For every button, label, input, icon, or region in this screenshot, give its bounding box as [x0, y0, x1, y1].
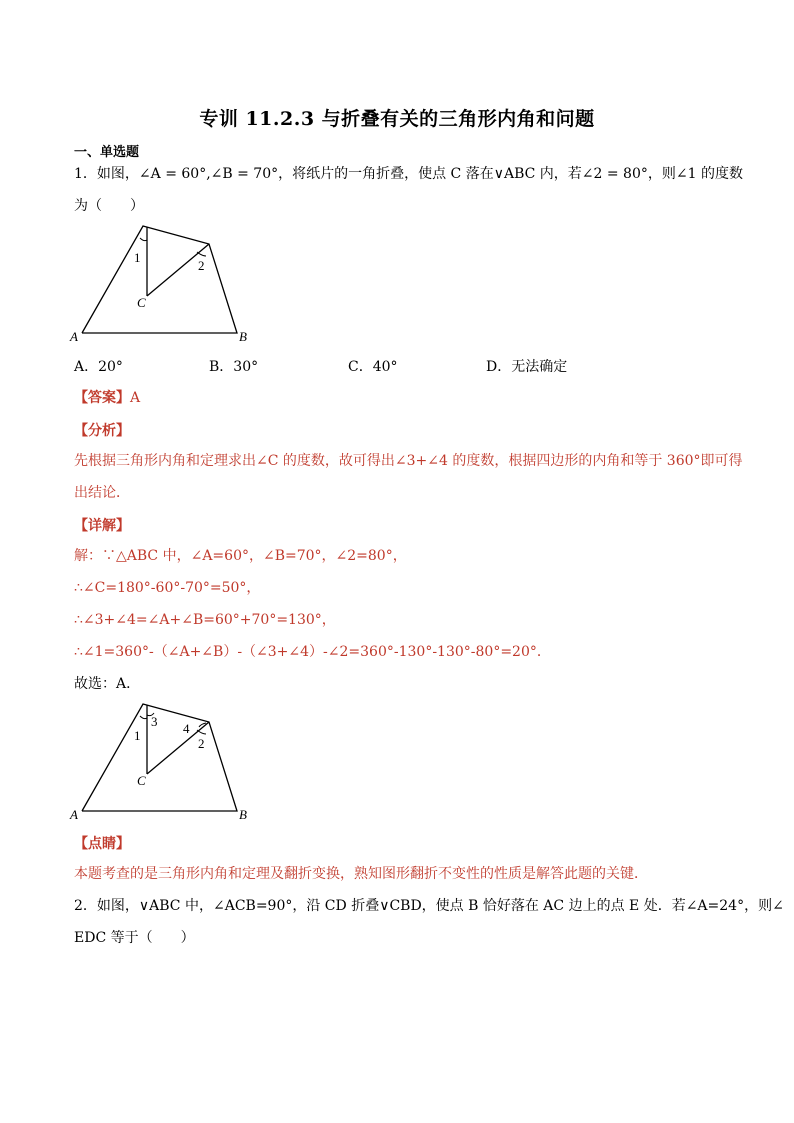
figure-1-label-B: B	[239, 329, 247, 344]
figure-2-label-1: 1	[134, 728, 141, 743]
figure-1-outline	[82, 226, 237, 333]
figure-1-label-A: A	[70, 329, 78, 344]
analysis-line-2: 出结论．	[74, 485, 130, 501]
comment-tag: 【点睛】	[74, 836, 130, 852]
figure-2-label-3: 3	[151, 714, 158, 729]
figure-1-angle-2-arc	[197, 252, 206, 256]
figure-1-label-C: C	[137, 295, 146, 310]
answer-value: A	[130, 390, 141, 406]
question-2-line-1: 2．如图，∨ABC 中，∠ACB=90°，沿 CD 折叠∨CBD，使点 B 恰好落在 AC 边上的点 E 处．若∠A=24°，则∠	[74, 898, 784, 914]
figure-1-label-2: 2	[198, 258, 205, 273]
figure-2-label-4: 4	[183, 721, 190, 736]
figure-2	[66, 700, 266, 825]
option-b: B．30°	[209, 359, 259, 375]
figure-1-label-1: 1	[134, 250, 141, 265]
question-1-line-1: 1．如图，∠A = 60°,∠B = 70°，将纸片的一角折叠，使点 C 落在∨ABC 内，若∠2 = 80°，则∠1 的度数	[74, 166, 743, 182]
page-title: 专训 11.2.3 与折叠有关的三角形内角和问题	[199, 108, 595, 130]
option-d: D．无法确定	[486, 359, 568, 375]
figure-2-angle-1-arc	[140, 716, 147, 719]
question-2-line-2: EDC 等于（ ）	[74, 930, 195, 946]
detail-tag: 【详解】	[74, 518, 130, 534]
figure-2-outline	[82, 704, 237, 811]
detail-line-1: 解：∵△ABC 中，∠A=60°，∠B=70°，∠2=80°，	[74, 548, 407, 564]
detail-line-3: ∴∠3+∠4=∠A+∠B=60°+70°=130°，	[74, 612, 336, 628]
figure-2-label-A: A	[70, 807, 78, 822]
conclusion: 故选：A．	[74, 676, 141, 692]
option-c: C．40°	[348, 359, 398, 375]
comment-text: 本题考查的是三角形内角和定理及翻折变换，熟知图形翻折不变性的性质是解答此题的关键．	[74, 866, 648, 882]
figure-1	[66, 222, 266, 347]
figure-2-label-C: C	[137, 773, 146, 788]
detail-line-2: ∴∠C=180°-60°-70°=50°，	[74, 580, 261, 596]
detail-line-4: ∴∠1=360°-（∠A+∠B）-（∠3+∠4）-∠2=360°-130°-130°-80°=20°．	[74, 644, 551, 660]
question-1-line-2: 为（ ）	[74, 198, 144, 214]
answer-row	[74, 387, 140, 407]
analysis-line-1: 先根据三角形内角和定理求出∠C 的度数，故可得出∠3+∠4 的度数，根据四边形的内角和等于 360°即可得	[74, 453, 743, 469]
figure-1-angle-1-arc	[140, 238, 147, 241]
answer-tag: 【答案】	[74, 390, 130, 406]
option-a: A．20°	[74, 359, 123, 375]
figure-2-label-B: B	[239, 807, 247, 822]
analysis-tag: 【分析】	[74, 423, 130, 439]
section-heading: 一、单选题	[74, 145, 140, 160]
figure-2-angle-2-arc	[197, 730, 206, 734]
figure-2-label-2: 2	[198, 736, 205, 751]
